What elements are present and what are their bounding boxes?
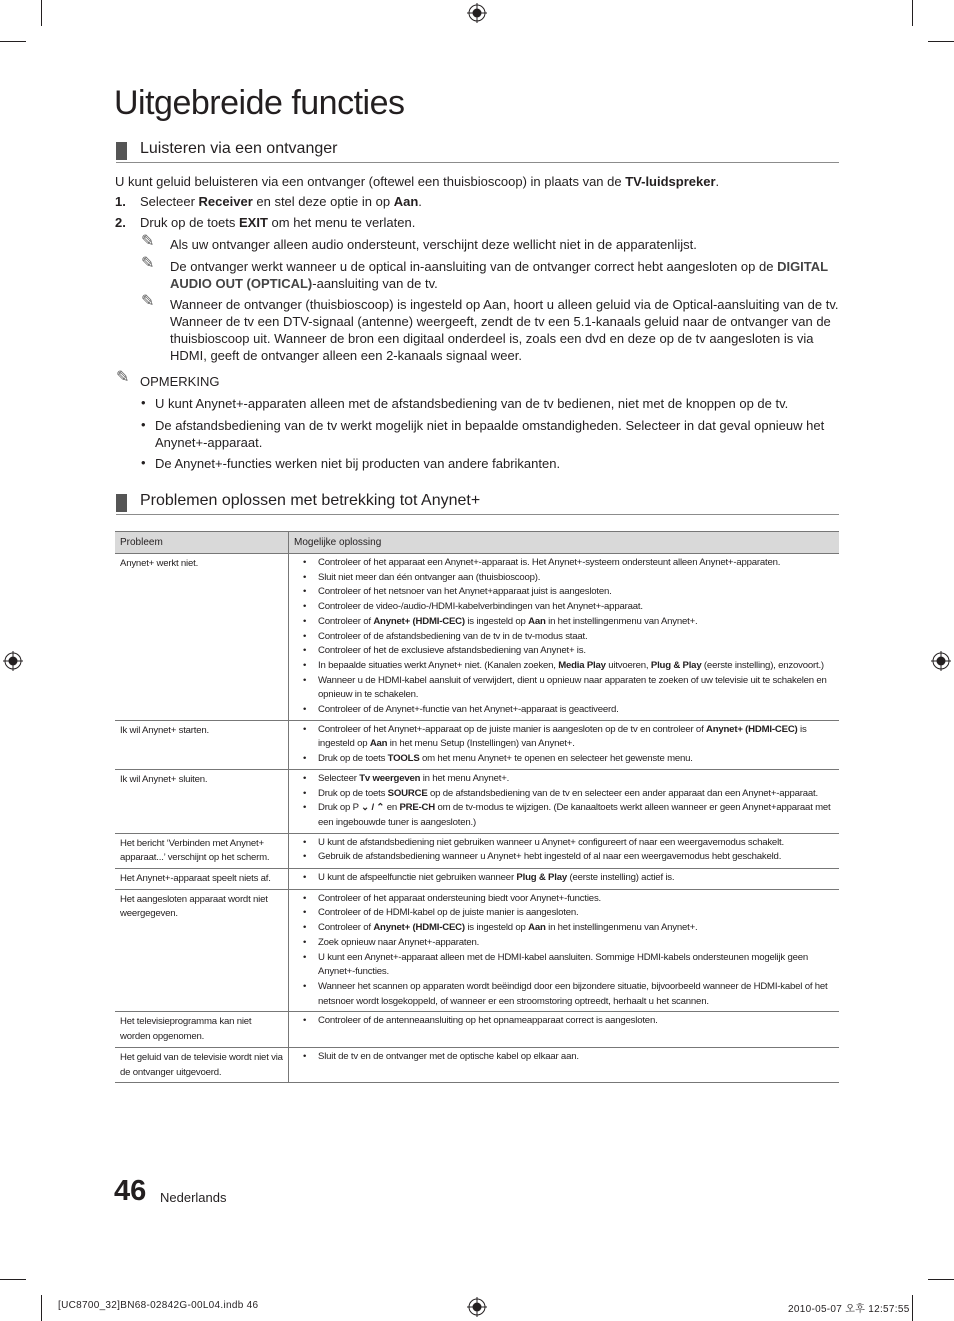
solution-keyword: Media Play	[558, 659, 606, 671]
table-row	[115, 769, 839, 833]
note-3: Wanneer de ontvanger (thuisbioscoop) is ingesteld op Aan, hoort u alleen geluid via de Optical-aansluiting van de tv. Wanneer de tv een DTV-signaal (antenne) weergeeft, zendt de tv een 5.1-kanaals geluid naar de ontvanger van de thuisbioscoop uit. Wanneer de bron een digitaal onderdeel is, zoals een dvd en deze op de tv aangesloten is via HDMI, geeft de ontvanger alleen een 2-kanaals signaal weer.	[170, 297, 839, 363]
solution-text: is ingesteld op	[318, 723, 807, 750]
heading-bar	[116, 494, 127, 512]
section-heading-troubleshooting	[116, 492, 839, 515]
solution-text: Druk op de toets	[318, 753, 388, 765]
solution-text: Selecteer	[318, 772, 360, 784]
solution-text: (eerste instelling), enzovoort.)	[701, 659, 824, 671]
step-2: Druk op de toets EXIT om het menu te verlaten.	[140, 215, 416, 230]
solution-text: in het instellingenmenu van Anynet+.	[545, 615, 698, 627]
troubleshooting-table	[115, 531, 839, 1083]
problem-cell: Ik wil Anynet+ sluiten.	[115, 769, 289, 833]
note-pencil-icon: ✎	[141, 233, 155, 250]
solution-item: • Wanneer u de HDMI-kabel aansluit of verwijdert, dient u opnieuw naar apparaten te zoeken of uw televisie uit te schakelen en opnieuw in te schakelen.	[294, 674, 834, 703]
solution-item: • Wanneer het scannen op apparaten wordt beëindigd door een bijzondere situatie, bijvoorbeeld wanneer de HDMI-kabel of het netsnoer wordt losgekoppeld, of wanneer er een stroomstoring optreedt, herhaalt u het scannen.	[294, 980, 834, 1009]
print-footer-file: [UC8700_32]BN68-02842G-00L04.indb 46	[58, 1300, 259, 1311]
solution-cell	[289, 554, 840, 721]
note-pencil-icon: ✎	[141, 293, 155, 310]
solution-item	[294, 752, 834, 767]
crop-mark	[928, 41, 954, 42]
solution-keyword: Aan	[528, 615, 546, 627]
problem-cell: Het geluid van de televisie wordt niet via de ontvanger uitgevoerd.	[115, 1047, 289, 1082]
solution-item: • Sluit de tv en de ontvanger met de optische kabel op elkaar aan.	[294, 1050, 834, 1065]
table-row	[115, 1047, 839, 1082]
solution-text: om het menu Anynet+ te openen en selecteer het gewenste menu.	[419, 753, 693, 765]
page-language: Nederlands	[160, 1190, 227, 1205]
solution-text: Controleer of	[318, 615, 374, 627]
solution-item: • Gebruik de afstandsbediening wanneer u Anynet+ hebt ingesteld of al naar een weergavemodus hebt geschakeld.	[294, 850, 834, 865]
solution-keyword: Anynet+ (HDMI-CEC)	[373, 615, 465, 627]
table-row	[115, 889, 839, 1012]
solution-cell	[289, 720, 840, 769]
solution-cell	[289, 1047, 840, 1082]
solution-text: in het instellingenmenu van Anynet+.	[545, 922, 698, 934]
solution-keyword: Plug & Play	[516, 872, 567, 884]
column-header-solution: Mogelijke oplossing	[289, 532, 840, 554]
solution-item	[294, 871, 834, 886]
solution-text: Druk op de toets	[318, 787, 388, 799]
solution-item	[294, 772, 834, 787]
solution-item	[294, 659, 834, 674]
solution-item: • Controleer of de antenneaansluiting op het opnameapparaat correct is aangesloten.	[294, 1014, 834, 1029]
section-heading-receiver	[116, 140, 839, 163]
solution-keyword: Aan	[369, 738, 388, 750]
column-header-problem: Probleem	[115, 532, 289, 554]
solution-cell	[289, 833, 840, 868]
solution-text: in het menu Anynet+.	[420, 772, 510, 784]
table-header-row	[115, 532, 839, 554]
crop-mark	[41, 0, 42, 26]
solution-item	[294, 723, 834, 752]
step-number: 1.	[115, 194, 126, 209]
solution-cell	[289, 869, 840, 890]
crop-mark	[0, 41, 26, 42]
solution-item	[294, 787, 834, 802]
solution-text: is ingesteld op	[464, 615, 529, 627]
solution-keyword: TOOLS	[387, 753, 420, 765]
solution-keyword: Tv weergeven	[359, 772, 421, 784]
table-row	[115, 554, 839, 721]
solution-item	[294, 615, 834, 630]
solution-item: • U kunt de afstandsbediening niet gebruiken wanneer u Anynet+ configureert of naar een weergavemodus schakelt.	[294, 836, 834, 851]
table-row	[115, 833, 839, 868]
table-row	[115, 720, 839, 769]
page-title: Uitgebreide functies	[114, 84, 405, 122]
solution-text: op de afstandsbediening van de tv en selecteer een ander apparaat dan een Anynet+-apparaat.	[427, 787, 818, 799]
registration-mark-icon	[931, 651, 951, 671]
solution-item: • Controleer of het apparaat ondersteuning biedt voor Anynet+-functies.	[294, 892, 834, 907]
solution-cell	[289, 1012, 840, 1047]
bullet-icon: •	[141, 395, 146, 410]
solution-text: om de tv-modus te wijzigen. (De kanaaltoets werkt alleen wanneer er geen Anynet+apparaat met een ingebouwde tuner is aangesloten.)	[318, 802, 831, 828]
note-1: Als uw ontvanger alleen audio ondersteunt, verschijnt deze wellicht niet in de apparatenlijst.	[170, 237, 697, 252]
solution-text: In bepaalde situaties werkt Anynet+ niet. (Kanalen zoeken,	[318, 659, 559, 671]
table-row	[115, 1012, 839, 1047]
note-pencil-icon: ✎	[141, 255, 155, 272]
solution-keyword: ⌄ / ⌃	[361, 802, 385, 814]
remark-bullet-3: De Anynet+-functies werken niet bij producten van andere fabrikanten.	[155, 456, 561, 471]
problem-cell: Het televisieprogramma kan niet worden opgenomen.	[115, 1012, 289, 1047]
solution-item: • Controleer of de HDMI-kabel op de juiste manier is aangesloten.	[294, 906, 834, 921]
bullet-icon: •	[141, 417, 146, 432]
crop-mark	[912, 0, 913, 26]
intro-paragraph: U kunt geluid beluisteren via een ontvanger (oftewel een thuisbioscoop) in plaats van de TV-luidspreker.	[115, 174, 720, 189]
crop-mark	[41, 1295, 42, 1321]
registration-mark-icon	[467, 1297, 487, 1317]
solution-text: (eerste instelling) actief is.	[567, 872, 675, 884]
note-pencil-icon: ✎	[116, 369, 130, 386]
crop-mark	[912, 1295, 913, 1321]
solution-text: Controleer of het Anynet+-apparaat op de juiste manier is aangesloten op de tv en controleer of	[318, 723, 706, 735]
solution-keyword: Anynet+ (HDMI-CEC)	[373, 922, 465, 934]
registration-mark-icon	[3, 651, 23, 671]
problem-cell: Het aangesloten apparaat wordt niet weergegeven.	[115, 889, 289, 1012]
solution-text: in het menu Setup (Instellingen) van Anynet+.	[387, 738, 575, 750]
solution-item: • Zoek opnieuw naar Anynet+-apparaten.	[294, 936, 834, 951]
solution-cell	[289, 889, 840, 1012]
remark-bullet-2: De afstandsbediening van de tv werkt mogelijk niet in bepaalde omstandigheden. Selecteer in dat geval opnieuw het Anynet+-apparaat.	[155, 418, 825, 450]
remark-label: OPMERKING	[140, 374, 220, 389]
solution-item	[294, 801, 834, 830]
problem-cell: Anynet+ werkt niet.	[115, 554, 289, 721]
step-1: Selecteer Receiver en stel deze optie in op Aan.	[140, 194, 422, 209]
table-row	[115, 869, 839, 890]
crop-mark	[928, 1279, 954, 1280]
solution-keyword: Plug & Play	[650, 659, 702, 671]
problem-cell: Het bericht ‘Verbinden met Anynet+ apparaat...’ verschijnt op het scherm.	[115, 833, 289, 868]
solution-item: • Controleer of het netsnoer van het Anynet+apparaat juist is aangesloten.	[294, 585, 834, 600]
bullet-icon: •	[141, 455, 146, 470]
solution-text: en	[384, 802, 400, 814]
solution-item: • Controleer of de afstandsbediening van de tv in de tv-modus staat.	[294, 630, 834, 645]
solution-item	[294, 921, 834, 936]
problem-cell: Het Anynet+-apparaat speelt niets af.	[115, 869, 289, 890]
section-heading-text: Luisteren via een ontvanger	[140, 140, 338, 157]
solution-item: • Controleer de video-/audio-/HDMI-kabelverbindingen van het Anynet+-apparaat.	[294, 600, 834, 615]
solution-item: • Sluit niet meer dan één ontvanger aan (thuisbioscoop).	[294, 571, 834, 586]
solution-item: • U kunt een Anynet+-apparaat alleen met de HDMI-kabel aansluiten. Sommige HDMI-kabels ondersteunen mogelijk geen Anynet+-functies.	[294, 951, 834, 980]
heading-bar	[116, 142, 127, 160]
solution-item: • Controleer of het apparaat een Anynet+-apparaat is. Het Anynet+-systeem ondersteunt alleen Anynet+-apparaten.	[294, 556, 834, 571]
solution-item: • Controleer of de Anynet+-functie van het Anynet+-apparaat is geactiveerd.	[294, 703, 834, 718]
page-number: 46	[114, 1175, 147, 1207]
solution-keyword: Aan	[528, 922, 546, 934]
problem-cell: Ik wil Anynet+ starten.	[115, 720, 289, 769]
solution-keyword: Anynet+ (HDMI-CEC)	[706, 723, 798, 735]
solution-text: Controleer of	[318, 922, 374, 934]
note-2: De ontvanger werkt wanneer u de optical in-aansluiting van de ontvanger correct hebt aangesloten op de DIGITAL AUDIO OUT (OPTICAL)-aansluiting van de tv.	[170, 259, 828, 291]
solution-keyword: PRE-CH	[399, 802, 436, 814]
solution-keyword: SOURCE	[387, 787, 428, 799]
print-footer-date: 2010-05-07 오후 12:57:55	[788, 1304, 910, 1315]
remark-bullet-1: U kunt Anynet+-apparaten alleen met de afstandsbediening van de tv bedienen, niet met de knoppen op de tv.	[155, 396, 789, 411]
table-body	[115, 554, 839, 1083]
solution-text: uitvoeren,	[605, 659, 651, 671]
solution-text: U kunt de afspeelfunctie niet gebruiken wanneer	[318, 872, 517, 884]
section-heading-text: Problemen oplossen met betrekking tot Anynet+	[140, 492, 481, 509]
crop-mark	[0, 1279, 26, 1280]
step-number: 2.	[115, 215, 126, 230]
solution-text: Druk op P	[318, 802, 362, 814]
solution-cell	[289, 769, 840, 833]
solution-item: • Controleer of het de exclusieve afstandsbediening van Anynet+ is.	[294, 644, 834, 659]
registration-mark-icon	[467, 3, 487, 23]
solution-text: is ingesteld op	[464, 922, 529, 934]
